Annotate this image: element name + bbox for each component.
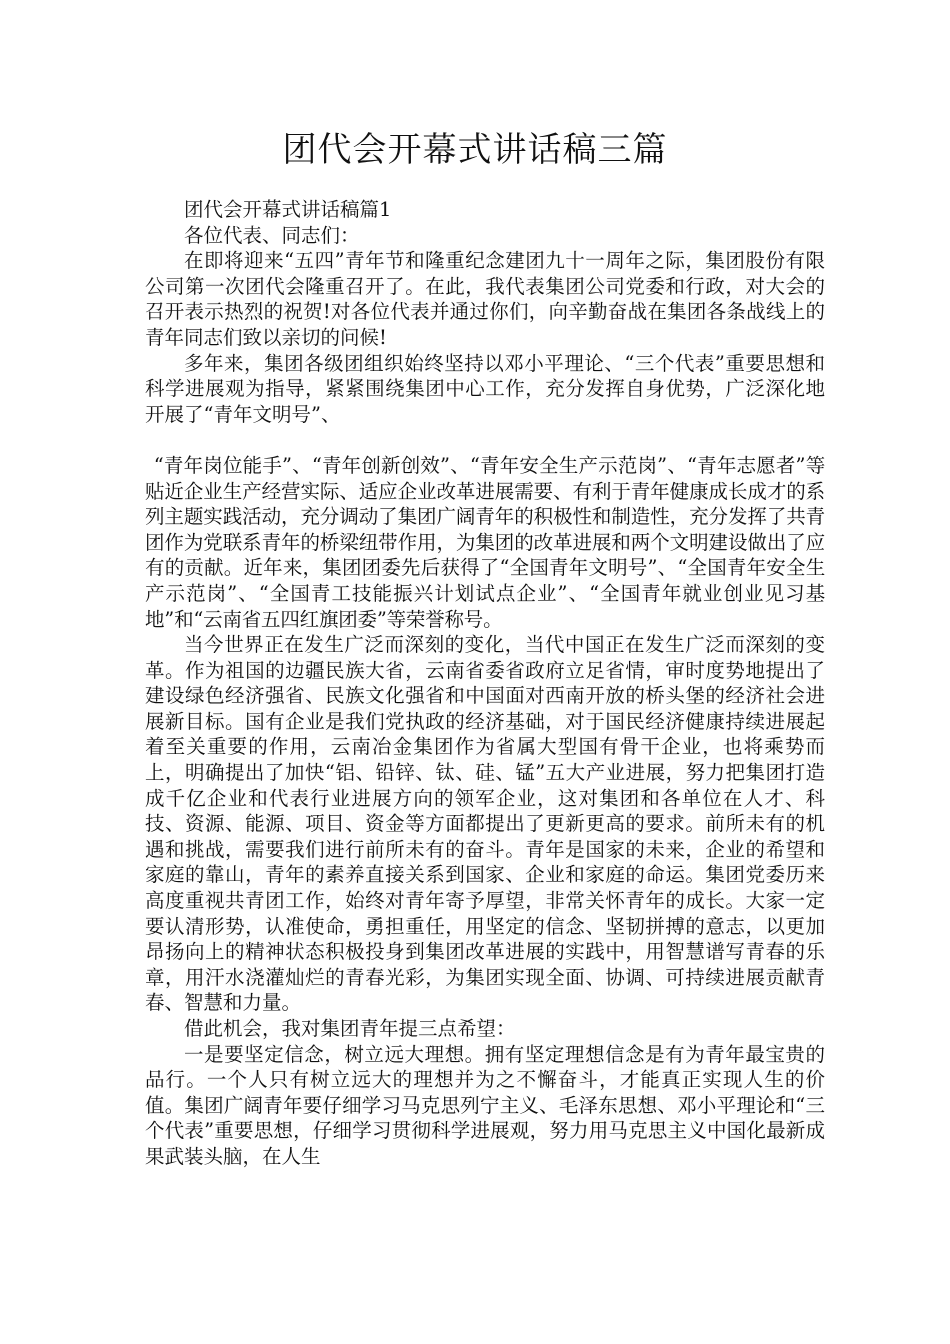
paragraph-opening: 在即将迎来“五四”青年节和隆重纪念建团九十一周年之际，集团股份有限公司第一次团代会隆重召开了。在此，我代表集团公司党委和行政，对大会的召开表示热烈的祝贺!对各位代表并通过你们，向辛勤奋战在集团各条战线上的青年同志们致以亲切的问候! bbox=[145, 249, 825, 349]
salutation: 各位代表、同志们： bbox=[184, 223, 360, 247]
document-title: 团代会开幕式讲话稿三篇 bbox=[282, 130, 668, 170]
document-body bbox=[145, 197, 825, 1170]
section-heading: 团代会开幕式讲话稿篇1 bbox=[184, 198, 392, 221]
paragraph-world-changes: 当今世界正在发生广泛而深刻的变化，当代中国正在发生广泛而深刻的变革。作为祖国的边疆民族大省，云南省委省政府立足省情，审时度势地提出了建设绿色经济强省、民族文化强省和中国面对西南开放的桥头堡的经济社会进展新目标。国有企业是我们党执政的经济基础，对于国民经济健康持续进展起着至关重要的作用，云南冶金集团作为省属大型国有骨干企业，也将乘势而上，明确提出了加快“铝、铅锌、钛、硅、锰”五大产业进展，努力把集团打造成千亿企业和代表行业进展方向的领军企业，这对集团和各单位在人才、科技、资源、能源、项目、资金等方面都提出了更新更高的要求。前所未有的机遇和挑战，需要我们进行前所未有的奋斗。青年是国家的未来，企业的希望和家庭的靠山，青年的素养直接关系到国家、企业和家庭的命运。集团党委历来高度重视共青团工作，始终对青年寄予厚望，非常关怀青年的成长。大家一定要认清形势，认准使命，勇担重任，用坚定的信念、坚韧拼搏的意志，以更加昂扬向上的精神状态积极投身到集团改革进展的实践中，用智慧谱写青春的乐章，用汗水浇灌灿烂的青春光彩，为集团实现全面、协调、可持续进展贡献青春、智慧和力量。 bbox=[145, 633, 825, 1015]
paragraph-hope-one: 一是要坚定信念，树立远大理想。拥有坚定理想信念是有为青年最宝贵的品行。一个人只有树立远大的理想并为之不懈奋斗，才能真正实现人生的价值。集团广阔青年要仔细学习马克思列宁主义、毛泽东思想、邓小平理论和“三个代表”重要思想，仔细学习贯彻科学进展观，努力用马克思主义中国化最新成果武装头脑，在人生 bbox=[145, 1042, 825, 1168]
paragraph-years: 多年来，集团各级团组织始终坚持以邓小平理论、“三个代表”重要思想和科学进展观为指导，紧紧围绕集团中心工作，充分发挥自身优势，广泛深化地开展了“青年文明号”、 bbox=[145, 351, 825, 426]
paragraph-activities: “青年岗位能手”、“青年创新创效”、“青年安全生产示范岗”、“青年志愿者”等贴近企业生产经营实际、适应企业改革进展需要、有利于青年健康成长成才的系列主题实践活动，充分调动了集团广阔青年的积极性和制造性，充分发挥了共青团作为党联系青年的桥梁纽带作用，为集团的改革进展和两个文明建设做出了应有的贡献。近年来，集团团委先后获得了“全国青年文明号”、“全国青年安全生产示范岗”、“全国青工技能振兴计划试点企业”、“全国青年就业创业见习基地”和“云南省五四红旗团委”等荣誉称号。 bbox=[145, 453, 825, 631]
paragraph-hopes-intro: 借此机会，我对集团青年提三点希望： bbox=[184, 1017, 516, 1040]
